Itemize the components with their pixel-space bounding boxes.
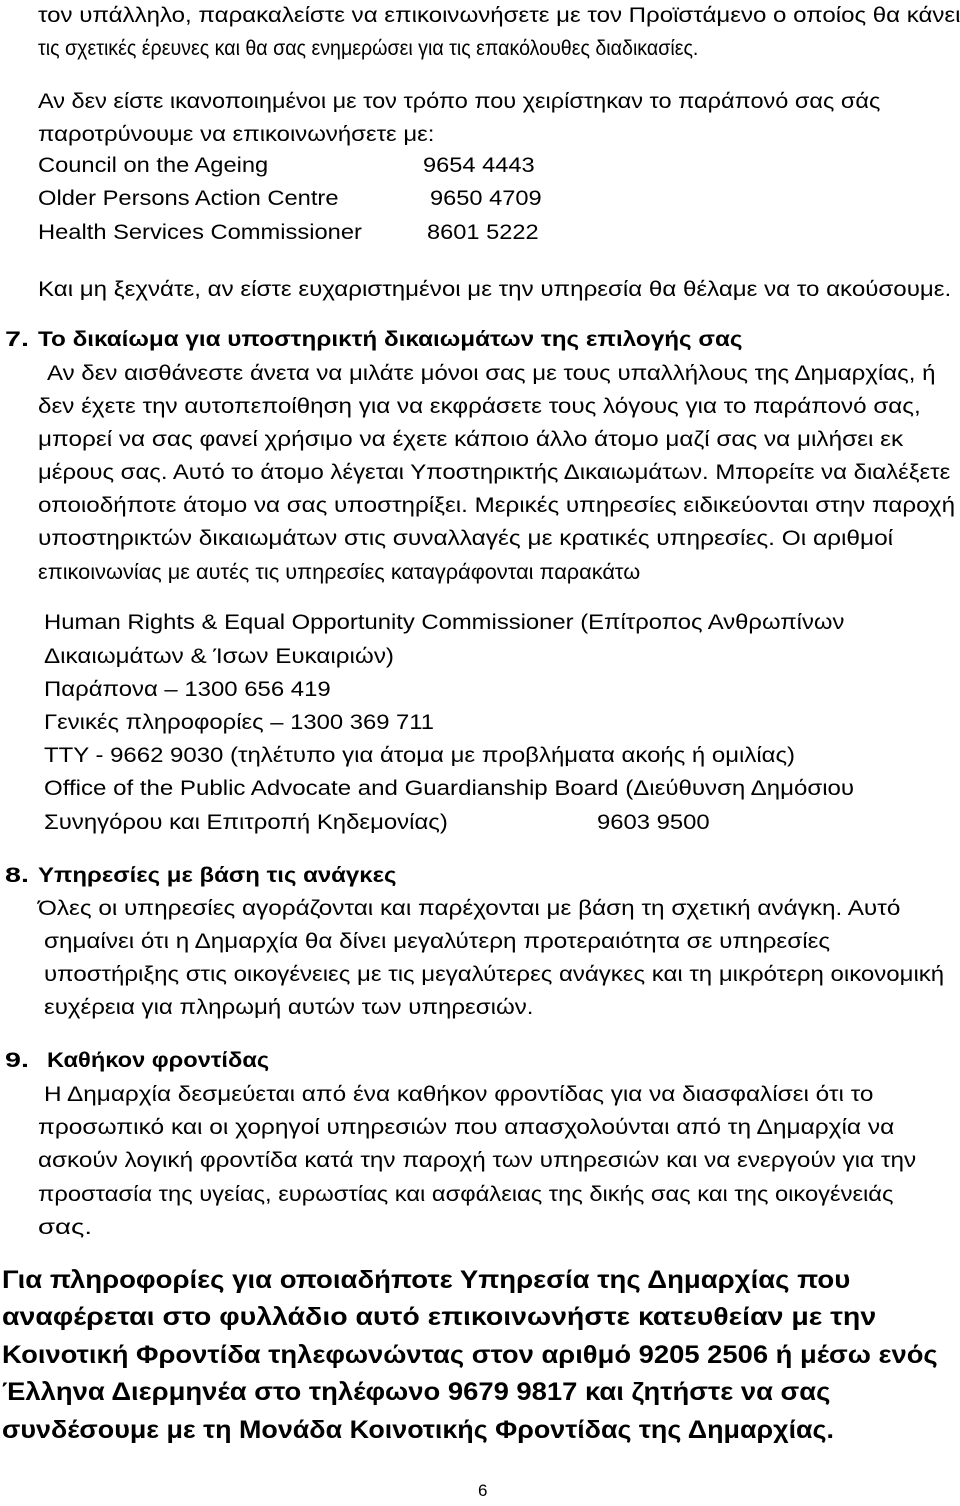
section-9-line: σας. [38,1215,93,1239]
contact-name: Council on the Ageing [38,153,269,177]
complaint-line-2: παροτρύνουμε να επικοινωνήσετε με: [38,122,435,146]
section-7-line: επικοινωνίας με αυτές τις υπηρεσίες καταγράφονται παρακάτω [38,560,641,584]
thanks-line: Και μη ξεχνάτε, αν είστε ευχαριστημένοι με την υπηρεσία θα θέλαμε να το ακούσουμε. [38,277,952,301]
section-7-line: οποιοδήποτε άτομο να σας υποστηρίξει. Μερικές υπηρεσίες ειδικεύονται στην παροχή [38,493,956,517]
contact-name: Health Services Commissioner [38,220,362,244]
section-8-number: 8. [5,863,29,887]
section-9-number: 9. [5,1048,29,1072]
section-7-heading: Το δικαίωμα για υποστηρικτή δικαιωμάτων της επιλογής σας [38,327,743,351]
section-8-line: ευχέρεια για πληρωμή αυτών των υπηρεσιών. [44,995,534,1019]
section-7-line: Αν δεν αισθάνεστε άνετα να μιλάτε μόνοι σας με τους υπαλλήλους της Δημαρχίας, ή [47,361,936,385]
intro-line-1: τον υπάλληλο, παρακαλείστε να επικοινωνήσετε με τον Προϊστάμενο ο οποίος θα κάνει [38,3,960,27]
section-9-line: προστασία της υγείας, ευρωστίας και ασφάλειας της δικής σας και της οικογένειάς [38,1182,894,1206]
contact-phone: 8601 5222 [427,220,539,244]
contact-phone: 9654 4443 [423,153,535,177]
contact-phone: 9650 4709 [430,186,542,210]
section-7-line: υποστηρικτών δικαιωμάτων στις συναλλαγές με κρατικές υπηρεσίες. Οι αριθμοί [38,526,894,550]
closing-line: Έλληνα Διερμηνέα στο τηλέφωνο 9679 9817 και ζητήστε να σας [2,1378,831,1406]
section-8-line: Όλες οι υπηρεσίες αγοράζονται και παρέχονται με βάση τη σχετική ανάγκη. Αυτό [38,896,901,920]
complaint-line-1: Αν δεν είστε ικανοποιημένοι με τον τρόπο που χειρίστηκαν το παράπονό σας σάς [38,89,881,113]
section-8-line: υποστήριξης στις οικογένειες με τις μεγαλύτερες ανάγκες και τη μικρότερη οικονομική [44,962,945,986]
section-9-heading: Καθήκον φροντίδας [47,1048,270,1072]
closing-line: Για πληροφορίες για οποιαδήποτε Υπηρεσία της Δημαρχίας που [2,1266,851,1294]
contact-name: Older Persons Action Centre [38,186,339,210]
advocacy-contact: Παράπονα – 1300 656 419 [44,677,331,701]
intro-line-2: τις σχετικές έρευνες και θα σας ενημερώσει για τις επακόλουθες διαδικασίες. [38,36,699,60]
section-7-line: δεν έχετε την αυτοπεποίθηση για να εκφράσετε τους λόγους για το παράπονό σας, [38,394,921,418]
section-9-line: Η Δημαρχία δεσμεύεται από ένα καθήκον φροντίδας για να διασφαλίσει ότι το [44,1082,874,1106]
closing-line: συνδέσουμε με τη Μονάδα Κοινοτικής Φροντίδας της Δημαρχίας. [2,1416,834,1444]
section-7-line: μέρους σας. Αυτό το άτομο λέγεται Υποστηρικτής Δικαιωμάτων. Μπορείτε να διαλέξετε [38,460,951,484]
advocacy-contact: Human Rights & Equal Opportunity Commissioner (Επίτροπος Ανθρωπίνων [44,610,845,634]
page-number: 6 [478,1481,488,1500]
advocacy-contact: TTY - 9662 9030 (τηλέτυπο για άτομα με προβλήματα ακοής ή ομιλίας) [44,743,796,767]
closing-line: αναφέρεται στο φυλλάδιο αυτό επικοινωνήστε κατευθείαν με την [2,1303,877,1331]
section-9-line: προσωπικό και οι χορηγοί υπηρεσιών που απασχολούνται από τη Δημαρχία να [38,1115,895,1139]
closing-line: Κοινοτική Φροντίδα τηλεφωνώντας στον αριθμό 9205 2506 ή μέσω ενός [2,1341,938,1369]
section-8-heading: Υπηρεσίες με βάση τις ανάγκες [38,863,397,887]
advocacy-contact-phone: 9603 9500 [597,810,710,834]
advocacy-contact: Συνηγόρου και Επιτροπή Κηδεμονίας) [44,810,448,834]
section-9-line: ασκούν λογική φροντίδα κατά την παροχή των υπηρεσιών και να ενεργούν για την [38,1148,917,1172]
advocacy-contact: Office of the Public Advocate and Guardianship Board (Διεύθυνση Δημόσιου [44,776,855,800]
advocacy-contact: Δικαιωμάτων & Ίσων Ευκαιριών) [44,644,394,668]
section-8-line: σημαίνει ότι η Δημαρχία θα δίνει μεγαλύτερη προτεραιότητα σε υπηρεσίες [44,929,831,953]
section-7-number: 7. [5,327,29,351]
section-7-line: μπορεί να σας φανεί χρήσιμο να έχετε κάποιο άλλο άτομο μαζί σας να μιλήσει εκ [38,427,904,451]
advocacy-contact: Γενικές πληροφορίες – 1300 369 711 [44,710,435,734]
